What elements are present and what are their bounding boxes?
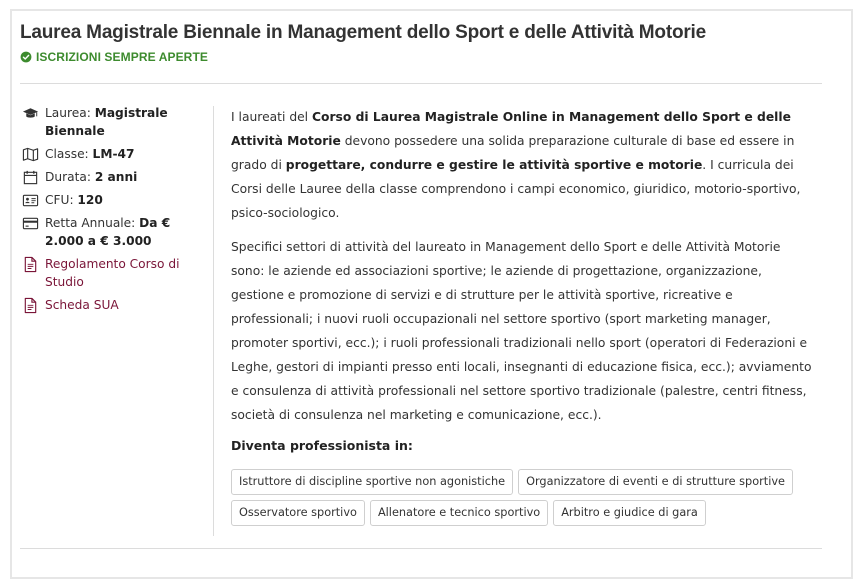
info-retta bbox=[22, 214, 192, 250]
description-paragraph-2: Specifici settori di attività del laureato in Management dello Sport e delle Attività Motorie sono: le aziende ed associazioni sportive; le aziende di progettazione, organizzazione, gestione e promozione di servizi e di strutture per le attività sportive, ricreative e professionali; i nuovi ruoli occupazionali nel settore sportivo (sport marketing manager, promoter sportivi, ecc.); i ruoli professionali tradizionali nello sport (operatori di Federazioni e Leghe, gestori di impianti presso enti locali, insegnanti di educazione fisica, ecc.); avviamento e consulenza di attività professionali nel settore sportivo tradizionale (palestre, centri fitness, società di consulenza nel marketing e comunicazione, ecc.). bbox=[231, 240, 812, 422]
document-icon bbox=[22, 256, 39, 273]
p1-bold-1: Corso di Laurea Magistrale Online in Management dello Sport e delle Attività Motorie bbox=[231, 110, 791, 148]
career-tag: Istruttore di discipline sportive non agonistiche bbox=[231, 469, 513, 495]
column-divider bbox=[213, 106, 214, 536]
info-cfu-label: CFU: bbox=[45, 193, 78, 207]
career-tag: Arbitro e giudice di gara bbox=[553, 500, 706, 526]
graduation-cap-icon bbox=[22, 105, 39, 122]
career-tags bbox=[231, 469, 816, 526]
id-card-icon bbox=[22, 192, 39, 209]
document-icon bbox=[22, 297, 39, 314]
info-classe-label: Classe: bbox=[45, 147, 93, 161]
enrollment-status bbox=[20, 50, 208, 64]
info-laurea-label: Laurea: bbox=[45, 106, 95, 120]
course-info-sidebar bbox=[22, 104, 192, 319]
p1-text-2: devono possedere una solida preparazione culturale di base ed essere in grado di bbox=[231, 134, 795, 172]
p1-text-1: I laureati del bbox=[231, 110, 313, 124]
p1-bold-2: progettare, condurre e gestire le attività sportive e motorie bbox=[285, 158, 703, 172]
enrollment-status-label: ISCRIZIONI SEMPRE APERTE bbox=[36, 50, 208, 64]
calendar-icon bbox=[22, 169, 39, 186]
info-retta-value: Da € 2.000 a € 3.000 bbox=[45, 216, 171, 248]
p1-text-3: . I curricula dei Corsi delle Lauree della classe comprendono i campi economico, giuridico, motorio-sportivo, psico-sociologico. bbox=[231, 158, 801, 220]
description-paragraph-1 bbox=[231, 105, 816, 225]
link-scheda-sua[interactable] bbox=[22, 296, 192, 314]
check-circle-icon bbox=[20, 51, 32, 63]
info-laurea bbox=[22, 104, 192, 140]
link-regolamento[interactable] bbox=[22, 255, 192, 291]
info-cfu bbox=[22, 191, 192, 209]
info-classe-value: LM-47 bbox=[92, 147, 135, 161]
link-regolamento-label[interactable]: Regolamento Corso di Studio bbox=[45, 257, 180, 289]
info-laurea-value: Magistrale Biennale bbox=[45, 106, 168, 138]
career-tag: Organizzatore di eventi e di strutture sportive bbox=[518, 469, 793, 495]
header-divider bbox=[20, 83, 822, 84]
info-durata bbox=[22, 168, 192, 186]
info-cfu-value: 120 bbox=[77, 193, 103, 207]
course-title: Laurea Magistrale Biennale in Management dello Sport e delle Attività Motorie bbox=[20, 22, 706, 43]
info-durata-label: Durata: bbox=[45, 170, 95, 184]
course-description bbox=[231, 105, 816, 526]
map-icon bbox=[22, 146, 39, 163]
info-durata-value: 2 anni bbox=[94, 170, 138, 184]
info-classe bbox=[22, 145, 192, 163]
career-tag: Allenatore e tecnico sportivo bbox=[370, 500, 548, 526]
info-retta-label: Retta Annuale: bbox=[45, 216, 140, 230]
footer-divider bbox=[20, 548, 822, 549]
link-scheda-sua-label[interactable]: Scheda SUA bbox=[45, 298, 119, 312]
career-tag: Osservatore sportivo bbox=[231, 500, 365, 526]
careers-heading: Diventa professionista in: bbox=[231, 438, 413, 453]
credit-card-icon bbox=[22, 215, 39, 232]
